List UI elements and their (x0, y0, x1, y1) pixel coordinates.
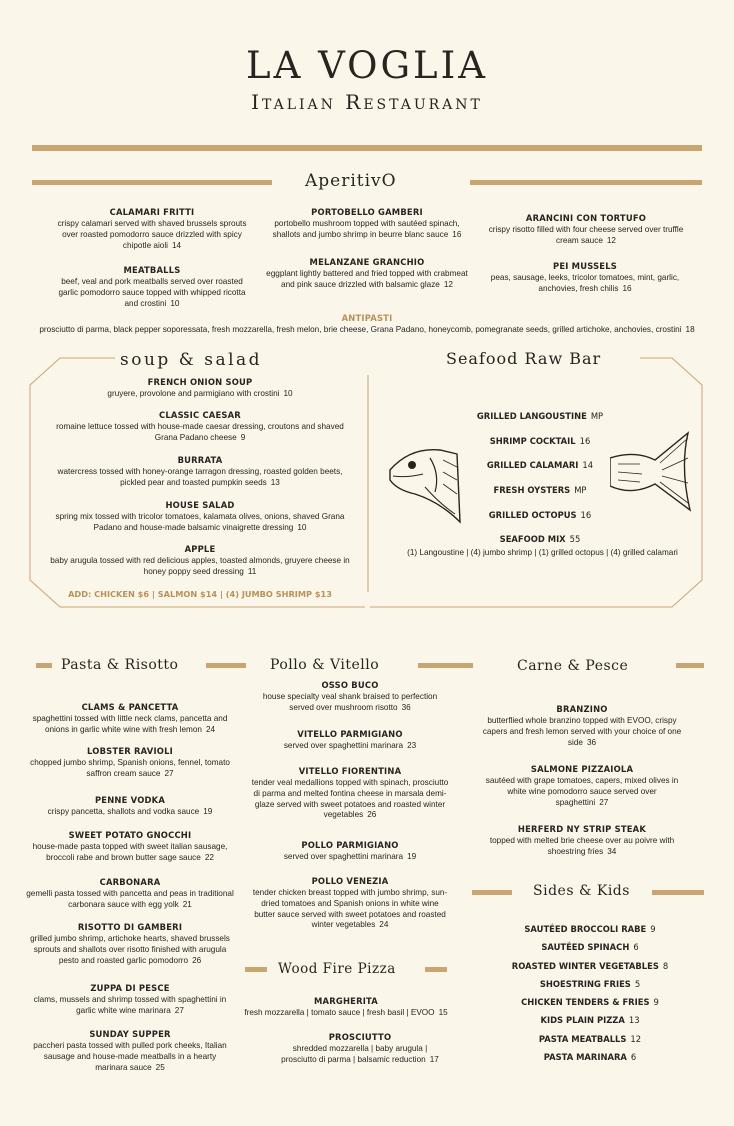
item-price: 18 (685, 325, 695, 334)
raw-item-name: GRILLED LANGOUSTINE (476, 411, 587, 421)
raw-item-name: GRILLED CALAMARI (486, 460, 579, 470)
menu-item (240, 996, 452, 1019)
item-desc (482, 776, 682, 808)
item-desc-text: house specialty veal shank braised to perfection served over mushroom risotto (262, 692, 438, 712)
menu-item (275, 1032, 445, 1066)
item-name: OSSO BUCO (321, 680, 379, 690)
item-desc (50, 556, 350, 578)
item-desc-text: peas, sausage, leeks, tricolor tomatoes, mint, garlic, anchovies, fresh chilis (490, 273, 680, 293)
item-desc (50, 512, 350, 534)
item-price: 16 (622, 283, 632, 293)
item-price: 27 (174, 1005, 184, 1015)
item-name: SWEET POTATO GNOCCHI (68, 830, 192, 840)
side-item (500, 1052, 680, 1062)
item-name: MEATBALLS (123, 265, 181, 275)
menu-item (250, 729, 450, 752)
section-title-raw-bar: Seafood Raw Bar (446, 349, 602, 368)
side-name: ROASTED WINTER VEGETABLES (511, 961, 659, 971)
item-price: 11 (247, 566, 257, 576)
side-name: SAUTÉED SPINACH (541, 942, 630, 952)
item-desc (30, 1041, 230, 1073)
item-name: HERFERD NY STRIP STEAK (517, 824, 647, 834)
section-title-sides: Sides & Kids (533, 883, 630, 899)
item-name: PROSCIUTTO (328, 1032, 392, 1042)
divider-sides-right (652, 890, 704, 895)
menu-item (30, 702, 230, 736)
menu-item (250, 840, 450, 863)
item-name: BURRATA (177, 455, 223, 465)
divider-pollo-right (418, 663, 473, 668)
section-title-pizza: Wood Fire Pizza (278, 961, 396, 977)
side-name: PASTA MEATBALLS (538, 1034, 627, 1044)
item-price: 36 (401, 702, 411, 712)
item-price: 17 (429, 1054, 439, 1064)
menu-item (26, 877, 234, 911)
item-desc (482, 836, 682, 858)
item-desc (26, 889, 234, 911)
item-desc-text: beef, veal and pork meatballs served over roasted garlic pomodorro sauce topped with whipped ricotta and crostini (58, 277, 246, 308)
raw-item-price: 16 (579, 436, 591, 446)
raw-item-price: 14 (582, 460, 594, 470)
menu-item (482, 764, 682, 808)
item-name: RISOTTO DI GAMBERI (77, 922, 183, 932)
item-desc (482, 716, 682, 748)
raw-bar-item (430, 436, 650, 446)
item-desc-text: crispy pancetta, shallots and vodka sauce (47, 807, 200, 816)
menu-item (50, 410, 350, 444)
restaurant-name: LA VOGLIA (246, 44, 488, 87)
side-price: 9 (650, 924, 656, 934)
item-desc (30, 758, 230, 780)
item-desc (250, 692, 450, 714)
menu-item (30, 746, 230, 780)
item-price: 14 (171, 240, 182, 250)
item-name: POLLO VENEZIA (311, 876, 389, 886)
side-item (500, 924, 680, 934)
item-desc-text: spaghettini tossed with little neck clams, pancetta and onions in garlic white wine with fresh lemon (32, 714, 228, 734)
side-name: SHOESTRING FRIES (539, 979, 631, 989)
item-desc-text: romaine lettuce tossed with house-made caesar dressing, croutons and shaved Grana Padano cheese (56, 422, 344, 442)
item-price: 22 (204, 852, 214, 862)
item-desc (250, 888, 450, 931)
side-price: 13 (628, 1015, 640, 1025)
item-desc-text: crispy calamari served with shaved brussels sprouts over roasted pomodorro sauce drizzled with spicy chipotle aioli (57, 219, 247, 250)
add-protein-note: ADD: CHICKEN $6 | SALMON $14 | (4) JUMBO SHRIMP $13 (68, 589, 332, 599)
item-desc (275, 1044, 445, 1066)
item-name: ANTIPASTI (341, 313, 393, 323)
item-desc-text: eggplant lightly battered and fried topped with crabmeat and pink sauce drizzled with balsamic glaze (266, 269, 468, 289)
item-price: 27 (164, 768, 174, 778)
item-name: POLLO PARMIGIANO (301, 840, 399, 850)
item-desc (30, 714, 230, 736)
item-name: SUNDAY SUPPER (89, 1029, 171, 1039)
section-title-pollo: Pollo & Vitello (270, 657, 380, 673)
item-price: 10 (283, 389, 293, 398)
raw-bar-item (430, 534, 650, 544)
item-price: 26 (192, 955, 202, 965)
menu-item (30, 983, 230, 1017)
item-name: PENNE VODKA (94, 795, 166, 805)
restaurant-subtitle: Italian Restaurant (251, 90, 483, 114)
side-item (500, 1034, 680, 1044)
item-desc (250, 741, 450, 752)
side-name: SAUTÉED BROCCOLI RABE (524, 924, 647, 934)
divider-pizza-left (245, 967, 267, 972)
item-name: FRENCH ONION SOUP (147, 377, 253, 387)
menu-item (50, 500, 350, 534)
raw-bar-item (430, 510, 650, 520)
side-item (496, 961, 684, 971)
item-price: 13 (270, 477, 280, 487)
item-name: CARBONARA (99, 877, 161, 887)
item-desc (240, 1008, 452, 1019)
item-price: 27 (599, 797, 609, 807)
side-item (500, 942, 680, 952)
item-desc-text: fresh mozzarella | tomato sauce | fresh basil | EVOO (244, 1008, 435, 1017)
item-desc-text: watercress tossed with honey-orange tarragon dressing, roasted golden beets, pickled pear and toasted pumpkin seeds (57, 467, 343, 487)
item-price: 21 (182, 899, 192, 909)
menu-item (482, 824, 682, 858)
divider-pasta-left (36, 663, 52, 668)
item-price: 12 (443, 279, 453, 289)
item-price: 9 (240, 432, 246, 442)
item-desc (50, 422, 350, 444)
item-name: MARGHERITA (314, 996, 378, 1006)
item-price: 25 (155, 1062, 165, 1072)
item-name: HOUSE SALAD (165, 500, 235, 510)
item-name: LOBSTER RAVIOLI (87, 746, 173, 756)
raw-item-price: 55 (569, 534, 581, 544)
side-price: 12 (630, 1034, 642, 1044)
raw-bar-item (430, 411, 650, 421)
item-desc (50, 467, 350, 489)
item-price: 24 (379, 920, 389, 930)
item-price: 15 (438, 1008, 448, 1017)
item-desc (30, 995, 230, 1017)
side-item (500, 1015, 680, 1025)
item-desc-text: crispy risotto filled with four cheese served over truffle cream sauce (488, 225, 684, 245)
item-name: CLASSIC CAESAR (159, 410, 241, 420)
item-price: 26 (367, 810, 377, 820)
item-name: ZUPPA DI PESCE (90, 983, 170, 993)
section-title-pasta: Pasta & Risotto (61, 657, 179, 673)
item-desc (30, 842, 230, 864)
item-name: CLAMS & PANCETTA (81, 702, 179, 712)
menu-item (30, 795, 230, 818)
section-title-soup-salad: soup & salad (120, 350, 263, 370)
item-desc: (1) Langoustine | (4) jumbo shrimp | (1) grilled octopus | (4) grilled calamari (407, 548, 678, 557)
side-price: 8 (662, 961, 669, 971)
item-desc-text: gruyere, provolone and parmigiano with crostini (107, 389, 280, 398)
raw-item-price: MP (590, 411, 604, 421)
item-price: 16 (452, 229, 462, 239)
menu-item (250, 766, 450, 821)
raw-item-price: MP (574, 485, 587, 495)
item-name: PEI MUSSELS (552, 261, 617, 271)
side-price: 5 (634, 979, 641, 989)
item-desc-text: tender veal medallions topped with spinach, prosciutto di parma and melted fontina cheese in marsala demi-glaze served with sweet potatoes and roasted winter vegetables (251, 778, 449, 820)
item-price: 19 (203, 807, 213, 816)
item-price: 12 (606, 235, 616, 245)
seafood-mix-desc (385, 546, 700, 559)
item-desc (250, 778, 450, 821)
menu-item (30, 1029, 230, 1073)
item-desc-text: baby arugula tossed with red delicious apples, toasted almonds, gruyere cheese in honey poppy seed dressing (50, 556, 350, 576)
menu-item (482, 704, 682, 748)
side-item (500, 979, 680, 989)
item-name: SALMONE PIZZAIOLA (530, 764, 634, 774)
raw-item-name: GRILLED OCTOPUS (488, 510, 577, 520)
menu-item (30, 830, 230, 864)
item-desc-text: clams, mussels and shrimp tossed with spaghettini in garlic white wine marinara (33, 995, 227, 1015)
section-title-carne: Carne & Pesce (517, 658, 629, 674)
menu-item (50, 544, 350, 578)
item-desc-text: spring mix tossed with tricolor tomatoes, kalamata olives, onions, shaved Grana Padano and house-made balsamic vinaigrette dressing (55, 512, 345, 532)
item-name: BRANZINO (556, 704, 608, 714)
side-item (500, 997, 680, 1007)
menu-item (60, 377, 340, 400)
item-name: APPLE (184, 544, 216, 554)
divider-pasta-right (206, 663, 246, 668)
side-name: PASTA MARINARA (543, 1052, 627, 1062)
item-desc (30, 934, 230, 966)
raw-item-name: FRESH OYSTERS (493, 485, 571, 495)
raw-item-name: SEAFOOD MIX (499, 534, 566, 544)
menu-item (250, 680, 450, 714)
item-price: 19 (407, 852, 417, 861)
item-desc-text: shredded mozzarella | baby arugula | prosciutto di parma | balsamic reduction (281, 1044, 428, 1064)
item-desc-text: chopped jumbo shrimp, Spanish onions, fennel, tomato saffron cream sauce (30, 758, 230, 778)
divider-sides-left (472, 890, 512, 895)
item-price: 34 (607, 846, 617, 856)
menu-item (30, 922, 230, 966)
item-desc-text: topped with melted brie cheese over au poivre with shoestring fries (489, 836, 675, 856)
menu-item (50, 455, 350, 489)
side-price: 9 (653, 997, 659, 1007)
raw-bar-item (430, 460, 650, 470)
item-desc (250, 852, 450, 863)
side-name: CHICKEN TENDERS & FRIES (521, 997, 650, 1007)
item-name: ARANCINI CON TORTUFO (525, 213, 647, 223)
side-price: 6 (630, 1052, 637, 1062)
divider-pizza-right (425, 967, 447, 972)
section-title-aperitivo: AperitivO (305, 171, 397, 191)
item-name: CALAMARI FRITTI (109, 207, 195, 217)
raw-item-name: SHRIMP COCKTAIL (489, 436, 576, 446)
item-name: VITELLO PARMIGIANO (297, 729, 403, 739)
item-name: VITELLO FIORENTINA (298, 766, 402, 776)
item-desc-text: gemelli pasta tossed with pancetta and peas in traditional carbonara sauce with egg yolk (26, 889, 234, 909)
divider-carne-right (676, 663, 704, 668)
item-desc-text: paccheri pasta tossed with pulled pork cheeks, Italian sausage and house-made meatballs in a hearty marinara sauce (33, 1041, 227, 1072)
side-name: KIDS PLAIN PIZZA (540, 1015, 625, 1025)
item-desc-text: portobello mushroom topped with sautéed spinach, shallots and jumbo shrimp in beurre blanc sauce (272, 219, 460, 239)
item-price: 36 (586, 737, 597, 747)
raw-bar-item (430, 485, 650, 495)
item-desc (60, 389, 340, 400)
item-price: 10 (170, 298, 180, 308)
item-name: MELANZANE GRANCHIO (309, 257, 425, 267)
raw-item-price: 16 (580, 510, 592, 520)
item-price: 23 (407, 741, 417, 750)
item-desc-text: served over spaghettini marinara (283, 852, 404, 861)
item-desc-text: served over spaghettini marinara (283, 741, 404, 750)
menu-item (250, 876, 450, 931)
item-desc-text: grilled jumbo shrimp, artichoke hearts, shaved brussels sprouts and shallots over risotto finished with arugula pesto and roasted garlic pomodorro (30, 934, 230, 965)
item-desc-text: butterflied whole branzino topped with EVOO, crispy capers and fresh lemon served with your choice of one side (482, 716, 682, 747)
item-price: 10 (297, 522, 307, 532)
item-desc (30, 807, 230, 818)
item-desc-text: sautéed with grape tomatoes, capers, mixed olives in white wine pomodorro sauce served over spaghettini (485, 776, 679, 807)
side-price: 6 (633, 942, 639, 952)
item-desc-text: tender chicken breast topped with jumbo shrimp, sun-dried tomatoes and Spanish onions in white wine butter sauce served with sweet potatoes and roasted winter vegetables (252, 888, 448, 930)
item-desc-text: prosciutto di parma, black pepper soporessata, fresh mozzarella, fresh melon, brie cheese, Grana Padano, honeycomb, pomegranate seeds, grilled artichoke, anchovies, crostini (39, 325, 682, 334)
item-desc-text: house-made pasta topped with sweet italian sausage, broccoli rabe and brown butter sage sauce (32, 842, 228, 862)
item-price: 24 (205, 724, 216, 734)
item-name: PORTOBELLO GAMBERI (311, 207, 423, 217)
